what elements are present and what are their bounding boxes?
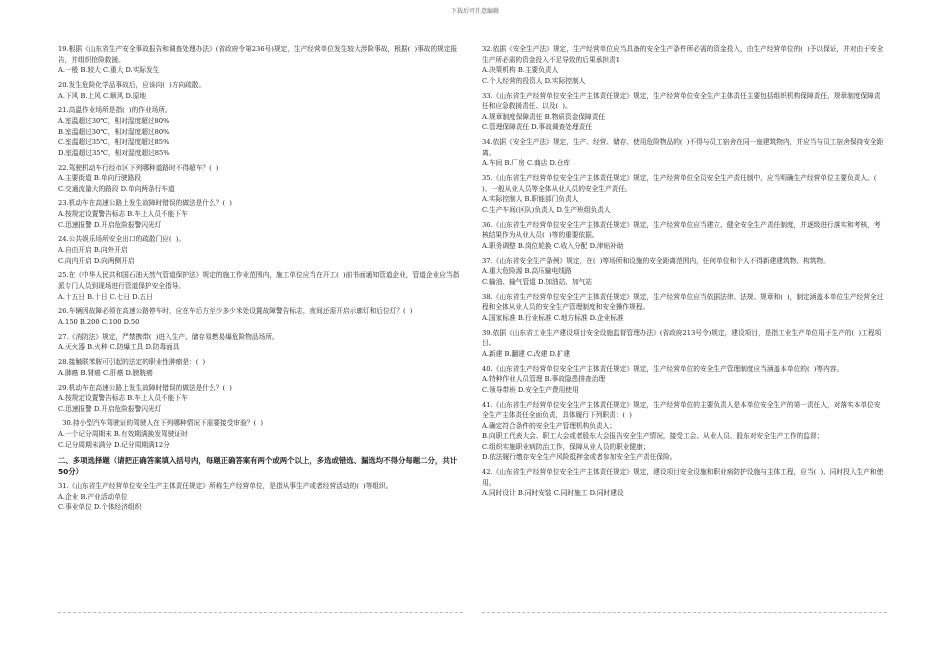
question-item xyxy=(482,256,887,288)
question-item xyxy=(58,306,463,327)
question-stem: 37.《山东省安全生产条例》规定，在( )等场所和设施的安全距离范围内，任何单位和个人不得新建建筑物、构筑物。 xyxy=(482,256,830,265)
question-item xyxy=(58,198,463,230)
question-options: C.迅速报警 D.开启危险报警闪光灯 xyxy=(58,220,162,229)
question-options: C.交通流量大的路段 D.单向两条行车道 xyxy=(58,184,175,193)
question-options: C.生产车间(区队)负责人 D.生产班组负责人 xyxy=(482,205,611,214)
question-item xyxy=(482,292,887,324)
question-stem: 19.根据《山东省生产安全事故报告和调查处理办法》(省政府令第236号)规定，生产经营单位发生较大涉险事故，根据( )事故的规定报告，并组织抢险救援。 xyxy=(58,45,458,64)
question-stem: 27.《消防法》规定，严禁携带( )进入生产、储存易燃易爆危险物品场所。 xyxy=(58,332,279,341)
question-options: A.150 B.200 C.100 D.50 xyxy=(58,317,140,326)
question-options: C.室温超过35℃，相对湿度超过85% xyxy=(58,138,170,147)
question-options: A.按规定设置警告标志 B.车上人员不能下车 xyxy=(58,394,188,403)
question-item xyxy=(482,364,887,396)
question-stem: 26.车辆因故障必须在高速公路停车时，应在车后方至少多少米处设置故障警告标志，夜间还需开启示廓灯和后位灯？( ) xyxy=(58,307,413,316)
question-stem: 28.接触联苯胺可引起的法定的职业性肿瘤是：( ) xyxy=(58,358,206,367)
question-item xyxy=(58,332,463,353)
question-options: C.组织实施职业病防治工作，保障从业人员的职业健康； xyxy=(482,442,650,451)
question-stem: 22.驾驶机动车行经市区下列哪种道路时不得超车？( ) xyxy=(58,163,219,172)
question-options: A.新建 B.翻建 C.改建 D.扩建 xyxy=(482,349,571,358)
question-stem: 40.《山东省生产经营单位安全生产主体责任规定》规定，生产经营单位的安全生产管理制度应当涵盖本单位的( )等内容。 xyxy=(482,364,844,373)
question-options: A.规章制度保障责任 B.物质资金保障责任 xyxy=(482,112,606,121)
question-item xyxy=(58,80,463,101)
page-header: 下载后可任意编辑 xyxy=(450,8,499,15)
question-options: C.管理保障责任 D.事故调查处理责任 xyxy=(482,123,593,132)
question-options: A.车间 B.厂房 C.商店 D.仓库 xyxy=(482,159,571,168)
question-options: A.灭火器 B.火种 C.防爆工具 D.防毒面具 xyxy=(58,343,180,352)
question-item xyxy=(58,418,463,450)
question-options: C.记分周期未满分 D.记分周期满12分 xyxy=(58,440,170,449)
question-options: A.职务调整 B.岗位轮换 C.收入分配 D.津贴补助 xyxy=(482,241,624,250)
question-stem: 21.高温作业场所是指( )的作业场所。 xyxy=(58,106,172,115)
question-options: D.室温超过35℃，相对湿度超过85% xyxy=(58,148,170,157)
question-item xyxy=(58,105,463,158)
question-options: A.一般 B.较大 C.重大 D.实际发生 xyxy=(58,66,160,75)
question-options: A.重大危险源 B.高压输电线路 xyxy=(482,267,572,276)
question-stem: 31.《山东省生产经营单位安全生产主体责任规定》所称生产经营单位，是指从事生产或者经营活动的( )等组织。 xyxy=(58,482,393,491)
question-stem: 42.《山东省生产经营单位安全生产主体责任规定》规定，建设项目安全设施和职业病防护设施与主体工程，应当( )、同时投入生产和使用。 xyxy=(482,468,884,487)
question-item xyxy=(482,173,887,215)
question-item xyxy=(482,400,887,464)
question-options: C.事业单位 D.个体经济组织 xyxy=(58,503,142,512)
question-item xyxy=(58,163,463,195)
question-options: A.确定符合条件的安全生产管理机构负责人； xyxy=(482,421,617,430)
question-stem: 34.依据《安全生产法》规定，生产、经营、储存、使用危险物品的( )不得与员工宿舍在同一座建筑物内，并应当与员工宿舍保持安全距离。 xyxy=(482,138,884,157)
question-options: C.迅速报警 D.开启危险报警闪光灯 xyxy=(58,404,162,413)
question-options: A.特种作业人员管理 B.事故隐患排查治理 xyxy=(482,375,606,384)
question-options: A.主要街道 B.单向行驶路段 xyxy=(58,174,141,183)
question-options: A.自由开启 B.向外开启 xyxy=(58,246,128,255)
section-heading: 二、多项选择题（请把正确答案填入括号内，每题正确答案有两个或两个以上，多选或错选、漏选均不得分每题二分，共计50分） xyxy=(58,456,458,477)
question-stem: 29.机动车在高速公路上发生故障时错误的做法是什么？( ) xyxy=(58,383,232,392)
left-bottom-divider xyxy=(58,612,463,613)
question-options: B.向职工代表大会、职工大会或者股东大会报告安全生产情况，接受工会、从业人员、股东对安全生产工作的监督； xyxy=(482,432,824,441)
question-stem: 38.《山东省生产经营单位安全生产主体责任规定》规定，生产经营单位应当依据法律、法规、规章和( )，制定涵盖本单位生产经营全过程和全体从业人员的安全生产管理制度和安全操作规程。 xyxy=(482,292,884,312)
question-item xyxy=(58,357,463,378)
question-options: A.按规定设置警告标志 B.车上人员不能下车 xyxy=(58,210,188,219)
question-options: C.向内开启 D.向两侧开启 xyxy=(58,256,135,265)
question-options: C.领导带班 D.安全生产费用使用 xyxy=(482,385,579,394)
question-item xyxy=(482,467,887,499)
question-options: A.同时设计 B.同时安装 C.同时施工 D.同时建设 xyxy=(482,489,624,498)
question-options: C.个人经营的投资人 D.实际控制人 xyxy=(482,76,586,85)
question-options: A.一个记分周期末 B.有效期满换发驾驶证时 xyxy=(58,430,188,439)
question-item xyxy=(58,44,463,76)
question-options: A.下风 B.上风 C.顺风 D.原地 xyxy=(58,91,147,100)
right-bottom-divider xyxy=(482,612,887,613)
question-options: C.输油、输气管道 D.加油站、加气站 xyxy=(482,277,593,286)
question-stem: 23.机动车在高速公路上发生故障时错误的做法是什么？( ) xyxy=(58,199,232,208)
question-stem: 36.《山东省生产经营单位安全生产主体责任规定》规定，生产经营单位应当建立、健全安全生产责任制度，并逐级进行落实和考核，考核结果作为从业人员( )等的重要依据。 xyxy=(482,220,881,240)
question-item xyxy=(58,234,463,266)
question-options: A.实际控制人 B.职能部门负责人 xyxy=(482,195,579,204)
question-stem: 39.依据《山东省工业生产建设项目安全设施监督管理办法》(省政府213号令)规定，建设项目，是指工业生产单位用于生产的( )工程项目。 xyxy=(482,328,882,348)
right-column xyxy=(482,44,887,503)
question-options: A.企业 B.产业活动单位 xyxy=(58,492,128,501)
question-stem: 20.发生危险化学品事故后，应该向( )方向疏散。 xyxy=(58,80,206,89)
question-item xyxy=(58,383,463,415)
question-item xyxy=(58,270,463,302)
question-stem: 32.依据《安全生产法》规定，生产经营单位应当具备的安全生产条件所必需的资金投入，由生产经营单位的( )予以保证，并对由于安全生产所必需的资金投入不足导致的后果承担责1 xyxy=(482,45,884,64)
question-item xyxy=(482,44,887,86)
question-stem: 41.《山东省生产经营单位安全生产主体责任规定》规定，生产经营单位的主要负责人是本单位安全生产的第一责任人，对落实本单位安全生产主体责任全面负责，具体履行下列职责：( ) xyxy=(482,400,881,420)
question-stem: 35.《山东省生产经营单位安全生产主体责任规定》规定，生产经营单位全员安全生产责任制中，应当明确生产经营单位主要负责人、( )、一般从业人员等全体从业人员的安全生产责任。 xyxy=(482,174,881,193)
question-options: A.决策机构 B.主要负责人 xyxy=(482,66,559,75)
question-item xyxy=(482,328,887,360)
question-stem: 24.公共娱乐场所安全出口的疏散门应( )。 xyxy=(58,235,186,244)
question-item xyxy=(482,91,887,133)
question-options: A.室温超过30℃，相对湿度超过80% xyxy=(58,116,170,125)
question-stem: 33.《山东省生产经营单位安全生产主体责任规定》规定，生产经营单位安全生产主体责任主要包括组织机构保障责任、规章制度保障责任和应急救援责任、以及( )。 xyxy=(482,91,881,111)
question-options: A.国家标准 B.行业标准 C.地方标准 D.企业标准 xyxy=(482,313,624,322)
question-item xyxy=(482,137,887,169)
question-stem: 25.在《中华人民共和国石油天然气管道保护法》规定的施工作业范围内，施工单位应当在开工( )前书面通知管道企业，管道企业应当指派专门人员到现场进行管道保护安全指导。 xyxy=(58,271,460,290)
question-options: D.依法履行缴存安全生产风险抵押金或者参加安全生产责任保险。 xyxy=(482,453,677,462)
question-options: B.室温超过30℃，相对湿度超过80% xyxy=(58,127,170,136)
left-column xyxy=(58,44,463,517)
question-item xyxy=(482,220,887,252)
question-options: A.肺癌 B.肾癌 C.肝癌 D.膀胱癌 xyxy=(58,368,153,377)
question-options: A.十五日 B.十日 C.七日 D.五日 xyxy=(58,292,153,301)
question-item xyxy=(58,481,463,513)
question-stem: 30.持小型汽车驾驶证的驾驶人在下列哪种情况下需要接受审验？( ) xyxy=(58,419,263,428)
